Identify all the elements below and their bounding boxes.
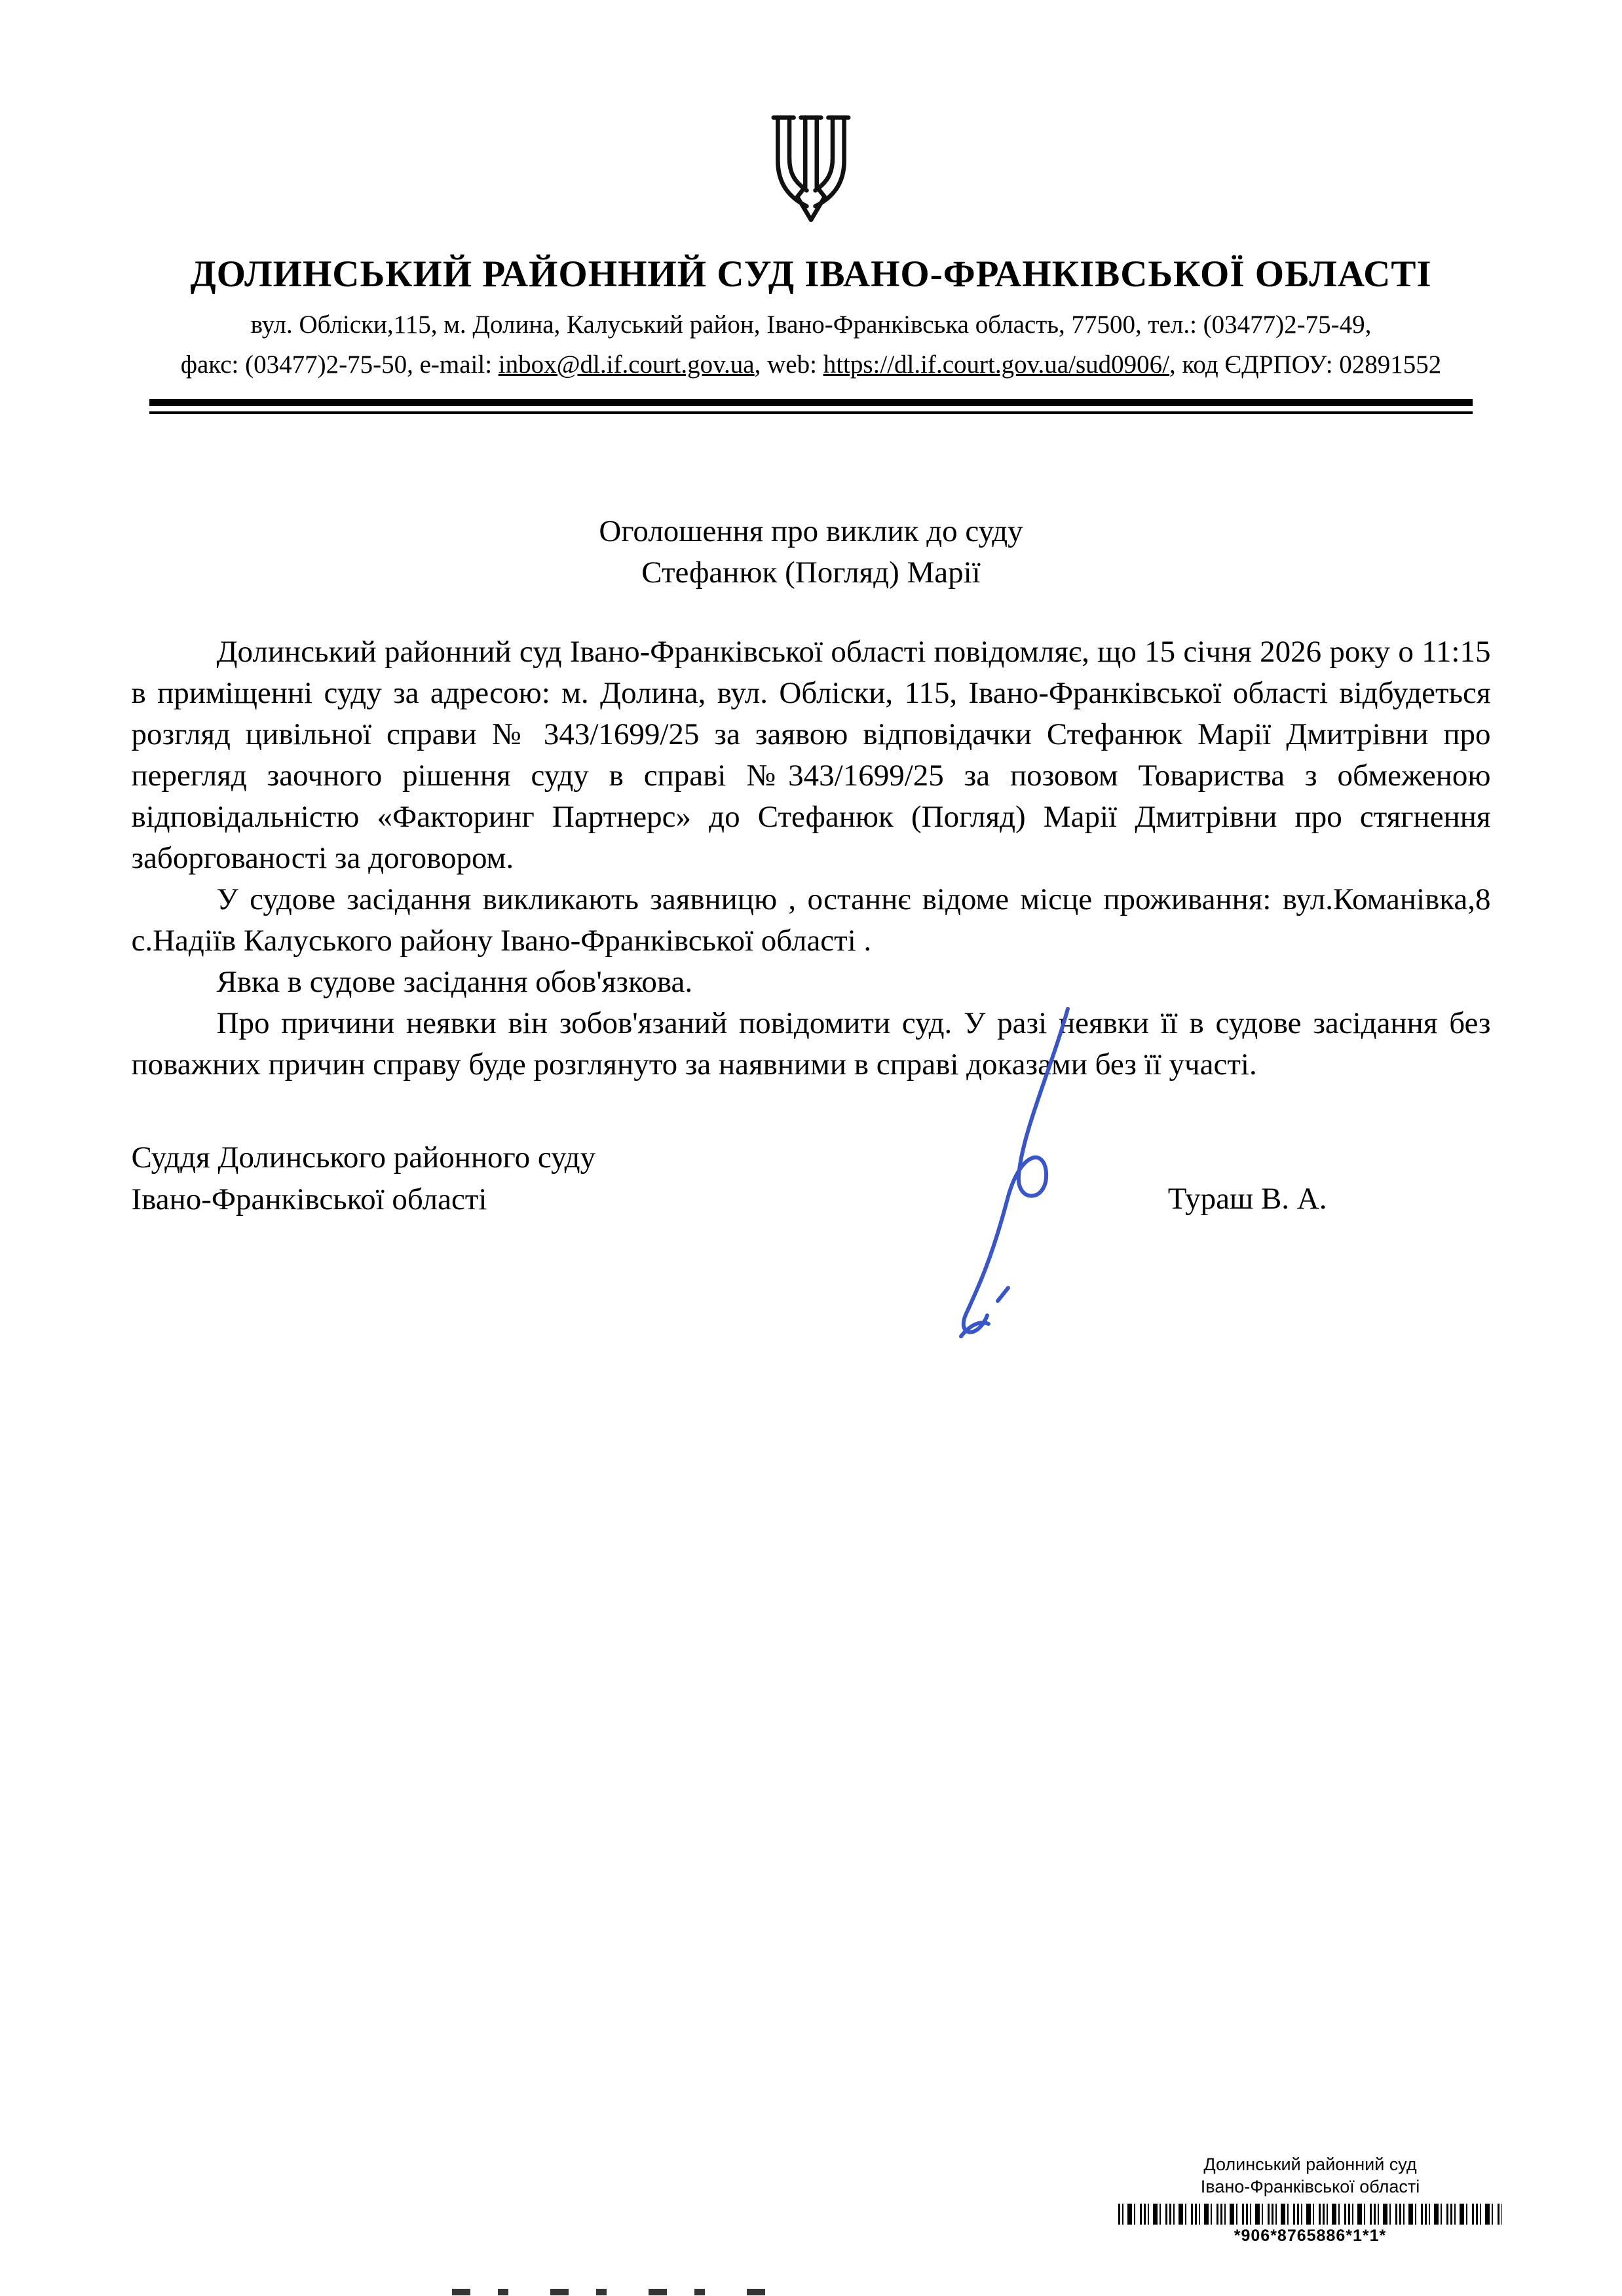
court-name-heading: ДОЛИНСЬКИЙ РАЙОННИЙ СУД ІВАНО-ФРАНКІВСЬКОЇ ОБЛАСТІ (190, 254, 1432, 295)
letterhead (0, 0, 1622, 414)
paragraph-summons: У судове засідання викликають заявницю , останнє відоме місце проживання: вул.Команівка,8 с.Надіїв Калуського району Івано-Франківської області . (131, 882, 1491, 958)
barcode-text: *906*8765886*1*1* (1234, 2226, 1387, 2245)
judge-name: Тураш В. А. (1167, 1181, 1327, 1216)
edrpou-code: , код ЄДРПОУ: 02891552 (1169, 350, 1442, 379)
document-title-line2: Стефанюк (Погляд) Марії (641, 555, 981, 590)
email-link[interactable]: inbox@dl.if.court.gov.ua (498, 350, 755, 379)
fax-email-prefix: факс: (03477)2-75-50, e-mail: (180, 350, 499, 379)
court-contacts-line (0, 350, 1622, 379)
header-divider (149, 399, 1473, 414)
paragraph-case-notice: Долинський районний суд Івано-Франківської області повідомляє, що 15 січня 2026 року о 11:15 в приміщенні суду за адресою: м. Долина, вул. Обліски, 115, Івано-Франківської області відбудеться розгляд цивільної справи № 343/1699/25 за заявою відповідачки Стефанюк Марії Дмитрівни про перегляд заочного рішення суду в справі №343/1699/25 за позовом Товариства з обмеженою відповідальністю «Факторинг Партнерс» до Стефанюк (Погляд) Марії Дмитрівни про стягнення заборгованості за договором. (131, 634, 1491, 875)
judge-title-line2: Івано-Франківської області (131, 1182, 487, 1217)
judge-title-block (132, 1137, 596, 1222)
judge-title-line1: Суддя Долинського районного суду (131, 1140, 596, 1175)
footer-court-name-line2: Івано-Франківської області (1200, 2176, 1420, 2196)
scan-artifact (452, 2289, 766, 2295)
document-body (132, 511, 1491, 1221)
ukraine-trident-emblem-icon (768, 110, 854, 233)
footer-court-name-line1: Долинський районний суд (1203, 2155, 1417, 2174)
signature-block (132, 1137, 1491, 1222)
barcode (1118, 2204, 1502, 2225)
paragraph-consequences: Про причини неявки він зобов'язаний повідомити суд. У разі неявки її в судове засідання без поважних причин справу буде розглянуто за наявними в справі доказами без її участі. (131, 1006, 1491, 1082)
web-prefix: , web: (754, 350, 823, 379)
document-footer (1107, 2154, 1513, 2246)
paragraph-attendance: Явка в судове засідання обов'язкова. (216, 964, 693, 999)
court-address-line: вул. Обліски,115, м. Долина, Калуський район, Івано-Франківська область, 77500, тел.: (03477)2-75-49, (250, 311, 1372, 339)
website-link[interactable]: https://dl.if.court.gov.ua/sud0906/ (823, 350, 1169, 379)
document-title-line1: Оголошення про виклик до суду (599, 514, 1023, 548)
